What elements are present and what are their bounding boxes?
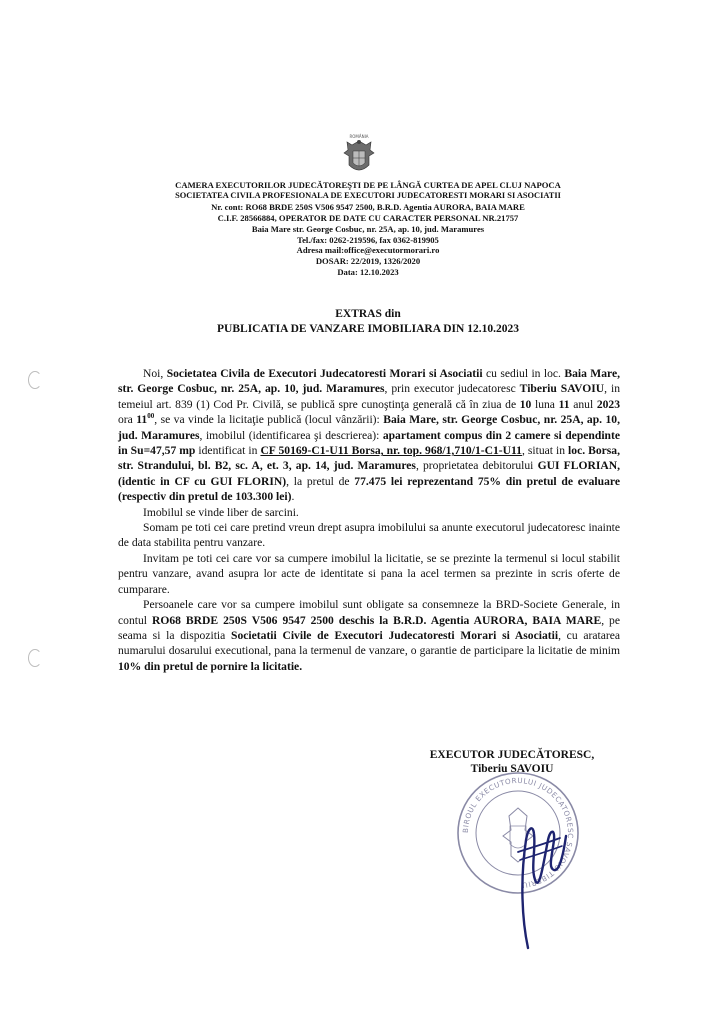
title-line-2: PUBLICATIA DE VANZARE IMOBILIARA DIN 12.10.2023 — [217, 323, 519, 335]
paragraph-no-encumbrances: Imobilul se vinde liber de sarcini. — [143, 505, 299, 519]
paragraph-summons: Somam pe toti cei care pretind vreun drept asupra imobilului sa anunte executorul judecatoresc inainte de data stabilita pentru vanzare. — [118, 521, 620, 550]
phone-line: Tel./fax: 0262-219596, fax 0362-819905 — [297, 234, 439, 245]
title-line-1: EXTRAS din — [335, 308, 401, 320]
paragraph-invitation: Invitam pe toti cei care vor sa cumpere imobilul la licitatie, se se prezinte la termenul si locul stabilit pentru vanzare, avand asupra lor acte de identitate si pana la acel termen sa prezinte in scris oferte de cumparare. — [118, 551, 620, 596]
society-line: SOCIETATEA CIVILA PROFESIONALA DE EXECUTORI JUDECATORESTI MORARI SI ASOCIATII — [175, 190, 561, 200]
date-line: Data: 12.10.2023 — [337, 267, 399, 278]
punch-hole-top — [28, 371, 42, 389]
account-line: Nr. cont: RO68 BRDE 250S V506 9547 2500, B.R.D. Agentia AURORA, BAIA MARE — [211, 201, 525, 212]
document-body — [118, 366, 620, 674]
signatory-role: EXECUTOR JUDECĂTORESC, — [429, 749, 595, 761]
signatory-name: Tiberiu SAVOIU — [470, 763, 554, 775]
email-line: Adresa mail:office@executormorari.ro — [296, 245, 440, 256]
cif-line: C.I.F. 28566884, OPERATOR DE DATE CU CARACTER PERSONAL NR.21757 — [217, 212, 519, 223]
handwritten-signature-icon — [500, 800, 570, 950]
chamber-line: CAMERA EXECUTORILOR JUDECĂTOREŞTI DE PE LÂNGĂ CURTEA DE APEL CLUJ NAPOCA — [175, 180, 561, 190]
paragraph-auction-details: Noi, Societatea Civila de Executori Judecatoresti Morari si Asociatii cu sediul in loc. Baia Mare, str. George Cosbuc, nr. 25A, ap. 10, jud. Maramures, prin executor judecatoresc Tiberiu SAVOIU, in temeiul art. 839 (1) Cod Pr. Civilă, se publică spre cunoştinţa generală că în ziua de 10 luna 11 anul 2023 ora $11^{00}$, se va vinde la licitaţie publică (locul vânzării): Baia Mare, str. George Cosbuc, nr. 25A, ap. 10, jud. Maramures, imobilul (identificarea şi descrierea): apartament compus din 2 camere si dependinte in Su=47,57 mp identificat in CF 50169-C1-U11 Borsa, nr. top. 968/1,710/1-C1-U11, situat in loc. Borsa, str. Strandului, bl. B2, sc. A, et. 3, ap. 14, jud. Maramures, proprietatea debitorului GUI FLORIAN, (identic in CF cu GUI FLORIN), la pretul de 77.475 lei reprezentand 75% din pretul de evaluare (respectiv din pretul de 103.300 lei). — [118, 367, 621, 504]
paragraph-guarantee: Persoanele care vor sa cumpere imobilul sunt obligate sa consemneze la BRD-Societe Generale, in contul RO68 BRDE 250S V506 9547 2500 deschis la B.R.D. Agentia AURORA, BAIA MARE, pe seama si la dispozitia Societatii Civile de Executori Judecatoresti Morari si Asociatii, cu aratarea numarului dosarului executional, pana la termenul de vanzare, o garantie de participare la licitatie de minim 10% din pretul de pornire la licitatie. — [118, 598, 621, 673]
punch-hole-bottom — [28, 649, 42, 667]
dossier-line: DOSAR: 22/2019, 1326/2020 — [315, 256, 421, 267]
romania-coat-of-arms-icon — [336, 133, 382, 177]
document-title — [90, 307, 646, 337]
address-line: Baia Mare str. George Cosbuc, nr. 25A, ap. 10, jud. Maramures — [251, 223, 485, 234]
crest-label: ROMÂNIA — [349, 134, 369, 139]
stamp-text: BIROUL EXECUTORULUI JUDECATORESC SAVOIU TIBERIU — [460, 775, 576, 890]
letterhead — [90, 180, 646, 278]
